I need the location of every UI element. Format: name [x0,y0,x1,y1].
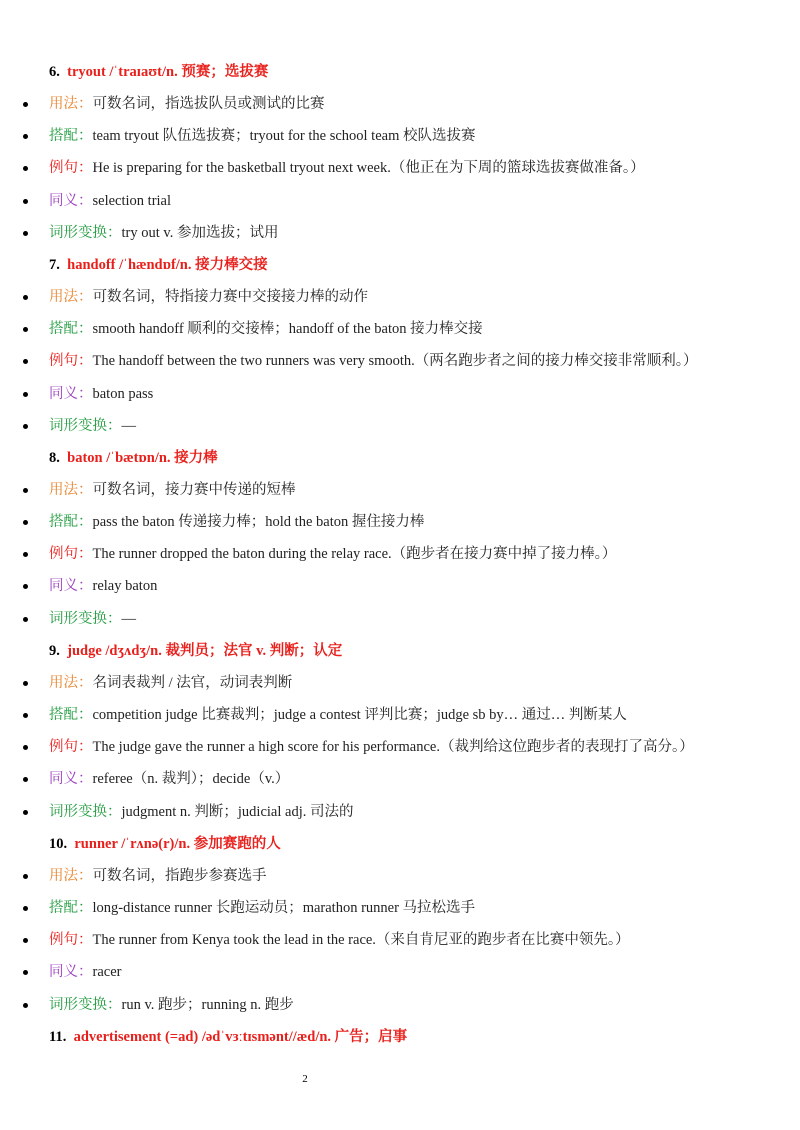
entry-word: baton /ˈbætɒn/n. 接力棒 [67,449,218,466]
bullet-icon [23,1003,28,1008]
example-label: 例句： [49,160,93,177]
word-forms-text: run v. 跑步；running n. 跑步 [121,996,294,1013]
usage-row [0,88,800,120]
bullet-icon [23,745,28,750]
bullet-icon [23,424,28,429]
example-label: 例句： [49,546,93,563]
example-row [0,924,800,956]
word-forms-row [0,410,800,442]
bullet-icon [23,810,28,815]
synonym-label: 同义： [49,578,93,595]
usage-label: 用法： [49,674,93,691]
bullet-icon [23,392,28,397]
synonym-text: referee（n. 裁判）；decide（v.） [92,771,290,788]
word-forms-text: try out v. 参加选拔；试用 [121,224,279,241]
bullet-icon [23,681,28,686]
bullet-icon [23,777,28,782]
bullet-icon [23,874,28,879]
usage-text: 可数名词，接力赛中传递的短棒 [92,481,296,498]
bullet-icon [23,199,28,204]
collocation-row [0,506,800,538]
collocation-row [0,120,800,152]
synonym-text: selection trial [92,192,172,209]
example-row [0,538,800,570]
entry-heading [0,1021,800,1053]
entry-heading [0,249,800,281]
bullet-icon [23,488,28,493]
synonym-label: 同义： [49,192,93,209]
usage-text: 名词表裁判 / 法官，动词表判断 [92,674,293,691]
bullet-icon [23,713,28,718]
bullet-icon [23,295,28,300]
word-forms-label: 词形变换： [49,417,122,434]
bullet-icon [23,102,28,107]
usage-text: 可数名词，指选拔队员或测试的比赛 [92,96,325,112]
synonym-text: relay baton [92,578,158,595]
collocation-text: competition judge 比赛裁判；judge a contest 评判比赛；judge sb by… 通过… 判断某人 [92,707,627,723]
bullet-icon [23,970,28,975]
entry-word: runner /ˈrʌnə(r)/n. 参加赛跑的人 [74,835,281,852]
entry-heading [0,442,800,474]
entry-heading [0,635,800,667]
usage-label: 用法： [49,481,93,498]
example-label: 例句： [49,932,93,949]
word-forms-row [0,603,800,635]
collocation-label: 搭配： [49,321,93,338]
entry-number: 7. [49,256,60,273]
synonym-label: 同义： [49,771,93,788]
usage-label: 用法： [49,96,93,112]
entry-heading [0,56,800,88]
entry-number: 8. [49,449,60,466]
bullet-icon [23,231,28,236]
example-label: 例句： [49,739,93,756]
bullet-icon [23,584,28,589]
word-forms-label: 词形变换： [49,224,122,241]
collocation-text: pass the baton 传递接力棒；hold the baton 握住接力棒 [92,514,425,531]
bullet-icon [23,617,28,622]
word-forms-row [0,989,800,1021]
example-label: 例句： [49,353,93,370]
word-forms-text: — [121,417,136,434]
entry-number: 10. [49,835,68,852]
example-text: The judge gave the runner a high score for his performance.（裁判给这位跑步者的表现打了高分。） [92,739,694,756]
example-text: The runner dropped the baton during the relay race.（跑步者在接力赛中掉了接力棒。） [92,546,617,563]
synonym-row [0,763,800,795]
bullet-icon [23,938,28,943]
word-forms-row [0,217,800,249]
collocation-row [0,313,800,345]
example-text: The runner from Kenya took the lead in the race.（来自肯尼亚的跑步者在比赛中领先。） [92,932,630,949]
word-forms-label: 词形变换： [49,803,122,820]
example-row [0,731,800,763]
synonym-row [0,185,800,217]
example-row [0,345,800,377]
entry-heading [0,828,800,860]
example-text: The handoff between the two runners was very smooth.（两名跑步者之间的接力棒交接非常顺利。） [92,353,698,370]
word-forms-label: 词形变换： [49,996,122,1013]
collocation-label: 搭配： [49,514,93,531]
entry-word: advertisement (=ad) /ədˈvɜːtɪsmənt//æd/n. 广告；启事 [73,1028,408,1045]
word-forms-label: 词形变换： [49,610,122,627]
synonym-row [0,378,800,410]
usage-label: 用法： [49,867,93,884]
word-forms-row [0,796,800,828]
usage-text: 可数名词，指跑步参赛选手 [92,867,267,884]
bullet-icon [23,134,28,139]
usage-row [0,667,800,699]
collocation-text: long-distance runner 长跑运动员；marathon runner 马拉松选手 [92,899,476,916]
entry-word: judge /dʒʌdʒ/n. 裁判员；法官 v. 判断；认定 [67,642,343,659]
bullet-icon [23,359,28,364]
bullet-icon [23,166,28,171]
entry-word: handoff /ˈhændɒf/n. 接力棒交接 [67,256,268,273]
synonym-label: 同义： [49,385,93,402]
usage-row [0,860,800,892]
collocation-label: 搭配： [49,707,93,723]
usage-row [0,474,800,506]
word-forms-text: judgment n. 判断；judicial adj. 司法的 [121,803,354,820]
synonym-row [0,956,800,988]
collocation-text: smooth handoff 顺利的交接棒；handoff of the baton 接力棒交接 [92,321,483,338]
collocation-label: 搭配： [49,128,93,145]
usage-text: 可数名词，特指接力赛中交接接力棒的动作 [92,288,368,305]
entry-number: 9. [49,642,60,659]
collocation-row [0,699,800,731]
entry-number: 11. [49,1028,67,1045]
synonym-text: racer [92,964,122,981]
example-row [0,152,800,184]
collocation-row [0,892,800,924]
usage-row [0,281,800,313]
bullet-icon [23,327,28,332]
collocation-label: 搭配： [49,899,93,916]
entry-word: tryout /ˈtraɪaʊt/n. 预赛；选拔赛 [67,64,269,80]
vocabulary-page [0,56,800,1053]
bullet-icon [23,906,28,911]
synonym-label: 同义： [49,964,93,981]
synonym-text: baton pass [92,385,154,402]
page-number: 2 [302,1073,308,1085]
bullet-icon [23,552,28,557]
usage-label: 用法： [49,288,93,305]
entry-number: 6. [49,64,60,80]
word-forms-text: — [121,610,136,627]
synonym-row [0,570,800,602]
example-text: He is preparing for the basketball tryout next week.（他正在为下周的篮球选拔赛做准备。） [92,160,645,177]
bullet-icon [23,520,28,525]
collocation-text: team tryout 队伍选拔赛；tryout for the school team 校队选拔赛 [92,128,476,145]
